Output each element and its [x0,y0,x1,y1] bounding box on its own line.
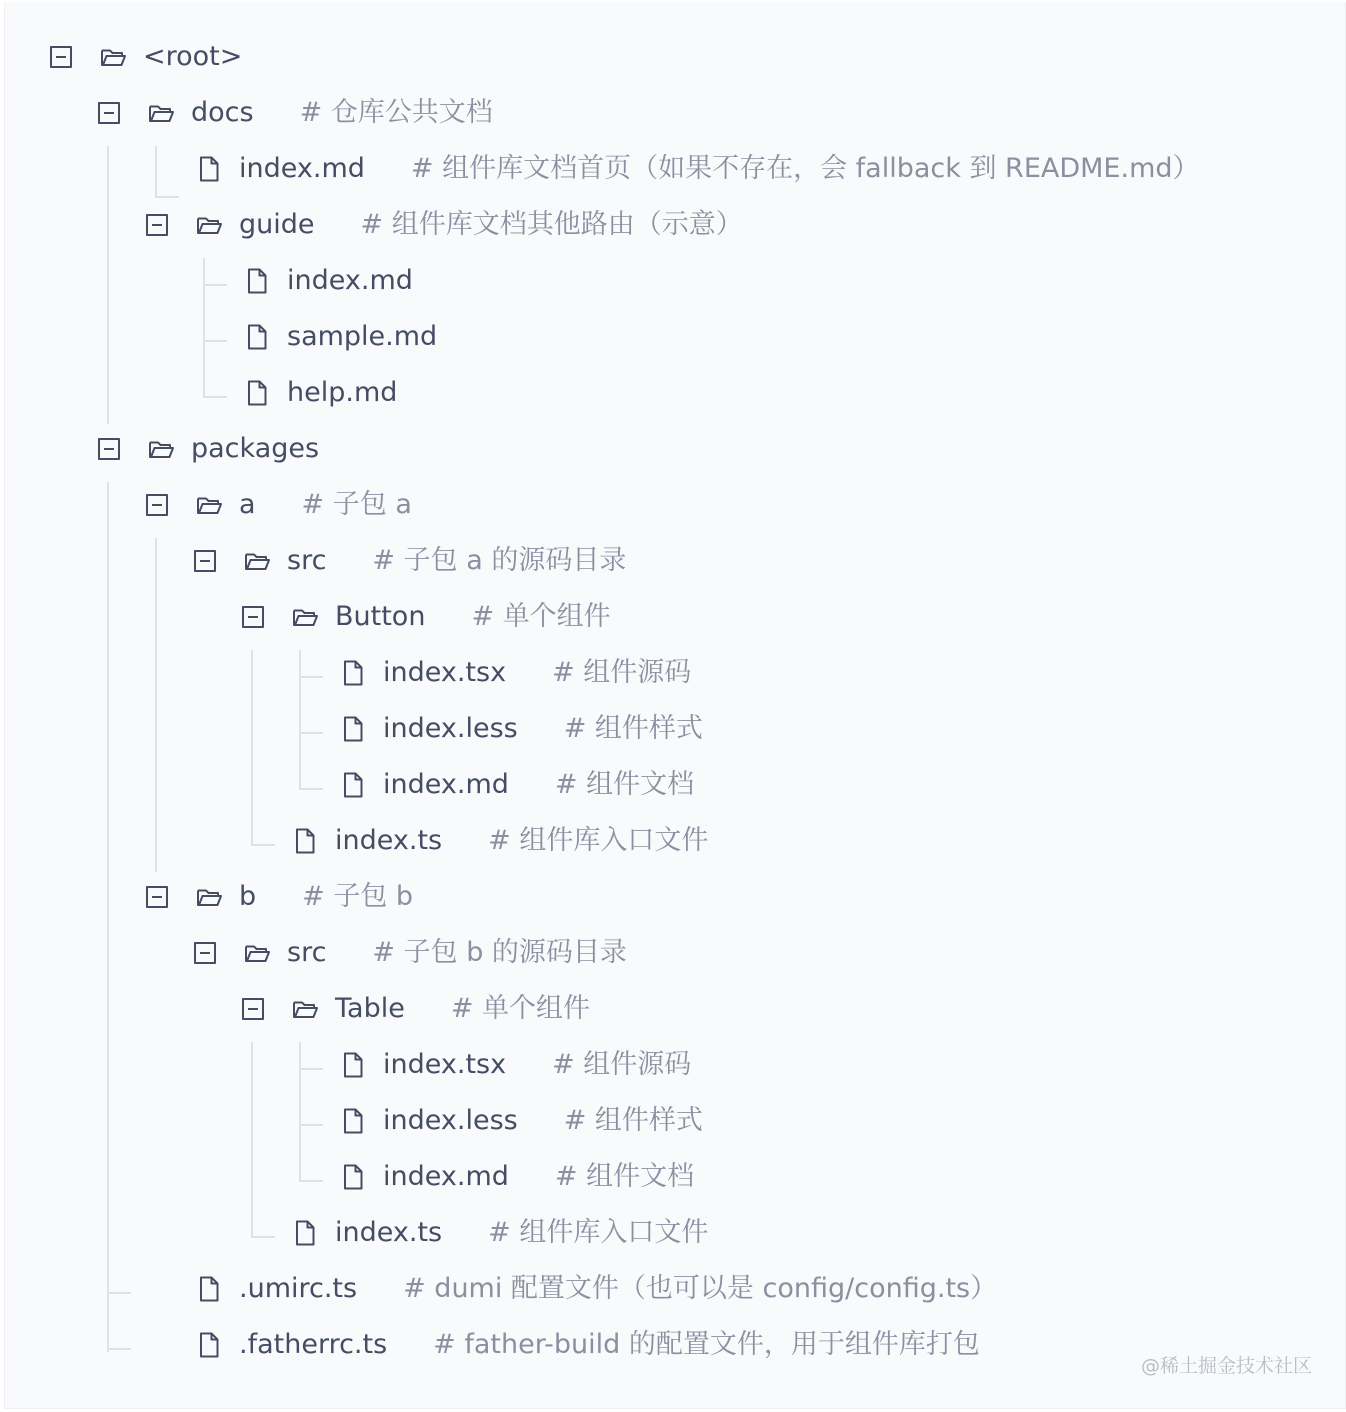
tree-item-name: index.tsx [383,1049,507,1080]
tree-item-comment: # 组件样式 [563,1105,703,1136]
tree-file-row[interactable] [0,813,1346,869]
tree-item-name: src [287,545,327,576]
file-icon [338,770,368,800]
tree-item-name: index.ts [335,825,443,856]
tree-folder-row[interactable] [0,981,1346,1037]
tree-item-comment: # 单个组件 [471,601,611,632]
tree-item-comment: # 组件文档 [554,1161,695,1192]
tree-item-name: guide [239,209,315,240]
file-icon [338,658,368,688]
tree-item-comment: # father-build 的配置文件，用于组件库打包 [433,1329,980,1360]
file-icon [242,322,272,352]
tree-file-row[interactable] [0,1093,1346,1149]
tree-item-name: docs [191,97,254,128]
tree-folder-row[interactable] [0,869,1346,925]
file-icon [338,1050,368,1080]
tree-item-name: src [287,937,327,968]
tree-item-comment: # 组件库文档首页（如果不存在，会 fallback 到 README.md） [410,153,1200,184]
tree-item-name: packages [191,433,320,464]
tree-item-name: index.tsx [383,657,507,688]
file-icon [194,154,224,184]
folder-open-icon [194,882,224,912]
folder-open-icon [194,210,224,240]
tree-item-comment: # 单个组件 [450,993,591,1024]
tree-folder-row[interactable] [0,589,1346,645]
file-icon [242,266,272,296]
tree-item-comment: # 仓库公共文档 [299,97,493,128]
collapse-minus-icon[interactable] [242,606,264,628]
collapse-minus-icon[interactable] [146,494,168,516]
collapse-minus-icon[interactable] [194,550,216,572]
tree-folder-row[interactable] [0,197,1346,253]
file-icon [338,714,368,744]
tree-item-comment: # 组件文档 [554,769,695,800]
tree-file-row[interactable] [0,253,1346,309]
tree-file-row[interactable] [0,1205,1346,1261]
tree-item-name: index.md [383,769,509,800]
tree-file-row[interactable] [0,1037,1346,1093]
tree-folder-row[interactable] [0,533,1346,589]
tree-item-comment: # 子包 a 的源码目录 [372,545,627,576]
folder-open-icon [290,994,320,1024]
tree-item-name: sample.md [287,321,438,352]
tree-item-name: index.less [383,1105,518,1136]
file-icon [194,1330,224,1360]
tree-file-row[interactable] [0,645,1346,701]
collapse-minus-icon[interactable] [98,102,120,124]
file-icon [290,1218,320,1248]
tree-item-comment: # 组件源码 [552,657,692,688]
tree-item-comment: # 组件库入口文件 [488,825,709,856]
tree-item-name: index.md [239,153,365,184]
folder-open-icon [242,546,272,576]
tree-item-name: index.md [383,1161,509,1192]
file-icon [242,378,272,408]
tree-item-comment: # 组件源码 [552,1049,692,1080]
collapse-minus-icon[interactable] [98,438,120,460]
folder-open-icon [146,98,176,128]
tree-folder-row[interactable] [0,29,1346,85]
tree-file-row[interactable] [0,141,1346,197]
tree-folder-row[interactable] [0,85,1346,141]
file-icon [194,1274,224,1304]
folder-open-icon [194,490,224,520]
tree-item-comment: # 子包 a [301,489,412,520]
tree-item-comment: # 组件样式 [563,713,703,744]
collapse-minus-icon[interactable] [146,886,168,908]
tree-item-name: index.less [383,713,518,744]
tree-item-comment: # 组件库入口文件 [488,1217,709,1248]
file-icon [338,1162,368,1192]
collapse-minus-icon[interactable] [146,214,168,236]
tree-item-name: a [239,489,256,520]
tree-folder-row[interactable] [0,925,1346,981]
tree-file-row[interactable] [0,365,1346,421]
folder-open-icon [242,938,272,968]
tree-item-name: .fatherrc.ts [239,1329,388,1360]
file-icon [290,826,320,856]
folder-open-icon [290,602,320,632]
folder-open-icon [98,42,128,72]
tree-item-name: index.md [287,265,413,296]
tree-item-comment: # dumi 配置文件（也可以是 config/config.ts） [403,1273,998,1304]
tree-item-comment: # 子包 b 的源码目录 [372,937,627,968]
collapse-minus-icon[interactable] [194,942,216,964]
tree-item-name: .umirc.ts [239,1273,358,1304]
tree-item-comment: # 子包 b [302,881,414,912]
tree-item-name: help.md [287,377,398,408]
tree-file-row[interactable] [0,757,1346,813]
tree-item-name: Button [335,601,426,632]
tree-item-name: <root> [143,41,243,72]
folder-open-icon [146,434,176,464]
tree-file-row[interactable] [0,1261,1346,1317]
watermark: @稀土掘金技术社区 [1140,1355,1312,1377]
tree-file-row[interactable] [0,701,1346,757]
tree-item-comment: # 组件库文档其他路由（示意） [360,209,743,240]
tree-item-name: b [239,881,257,912]
collapse-minus-icon[interactable] [50,46,72,68]
tree-file-row[interactable] [0,1149,1346,1205]
tree-file-row[interactable] [0,309,1346,365]
tree-item-name: index.ts [335,1217,443,1248]
file-icon [338,1106,368,1136]
collapse-minus-icon[interactable] [242,998,264,1020]
tree-folder-row[interactable] [0,421,1346,477]
tree-folder-row[interactable] [0,477,1346,533]
tree-item-name: Table [335,993,405,1024]
